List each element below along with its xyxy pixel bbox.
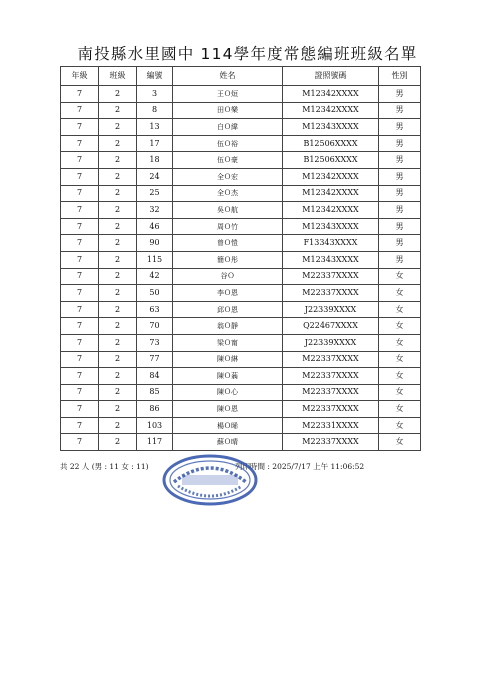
- cell-grade: 7: [61, 152, 99, 169]
- cell-number: 90: [137, 235, 173, 252]
- cell-name: 伍Ｏ裕: [173, 135, 283, 152]
- table-row: [61, 268, 421, 285]
- cell-class: 2: [99, 285, 137, 302]
- cell-number: 50: [137, 285, 173, 302]
- cell-class: 2: [99, 86, 137, 103]
- cell-name: 吳Ｏ航: [173, 202, 283, 219]
- cell-id-number: M12342XXXX: [283, 102, 379, 119]
- cell-class: 2: [99, 102, 137, 119]
- cell-grade: 7: [61, 185, 99, 202]
- table-row: [61, 235, 421, 252]
- header-class: 班級: [99, 67, 137, 86]
- cell-class: 2: [99, 202, 137, 219]
- cell-grade: 7: [61, 434, 99, 451]
- cell-number: 84: [137, 368, 173, 385]
- cell-number: 86: [137, 401, 173, 418]
- cell-grade: 7: [61, 384, 99, 401]
- student-count-summary: 共 22 人 (男 : 11 女 : 11): [60, 462, 149, 471]
- class-roster-table: [60, 66, 421, 451]
- cell-grade: 7: [61, 102, 99, 119]
- document-title: 南投縣水里國中 114學年度常態編班班級名單: [77, 45, 418, 63]
- cell-name: 陳Ｏ心: [173, 384, 283, 401]
- cell-id-number: M12342XXXX: [283, 86, 379, 103]
- cell-gender: 男: [379, 235, 421, 252]
- cell-grade: 7: [61, 119, 99, 136]
- cell-id-number: M22337XXXX: [283, 285, 379, 302]
- cell-id-number: M22331XXXX: [283, 417, 379, 434]
- cell-grade: 7: [61, 351, 99, 368]
- cell-grade: 7: [61, 417, 99, 434]
- cell-id-number: M12342XXXX: [283, 185, 379, 202]
- cell-id-number: M12342XXXX: [283, 168, 379, 185]
- cell-number: 73: [137, 334, 173, 351]
- cell-number: 13: [137, 119, 173, 136]
- cell-number: 115: [137, 251, 173, 268]
- cell-number: 103: [137, 417, 173, 434]
- cell-number: 85: [137, 384, 173, 401]
- cell-gender: 男: [379, 168, 421, 185]
- cell-name: 周Ｏ竹: [173, 218, 283, 235]
- cell-name: 翁Ｏ靜: [173, 318, 283, 335]
- cell-grade: 7: [61, 334, 99, 351]
- cell-id-number: M22337XXXX: [283, 434, 379, 451]
- cell-gender: 女: [379, 368, 421, 385]
- cell-name: 邱Ｏ恩: [173, 301, 283, 318]
- cell-number: 46: [137, 218, 173, 235]
- cell-class: 2: [99, 268, 137, 285]
- cell-name: 全Ｏ杰: [173, 185, 283, 202]
- table-row: [61, 384, 421, 401]
- table-row: [61, 168, 421, 185]
- cell-id-number: M22337XXXX: [283, 268, 379, 285]
- cell-class: 2: [99, 218, 137, 235]
- cell-grade: 7: [61, 218, 99, 235]
- cell-name: 白Ｏ緯: [173, 119, 283, 136]
- cell-number: 24: [137, 168, 173, 185]
- header-number: 編號: [137, 67, 173, 86]
- cell-name: 陳Ｏ蓊: [173, 368, 283, 385]
- cell-number: 70: [137, 318, 173, 335]
- table-header-row: [61, 67, 421, 86]
- table-row: [61, 102, 421, 119]
- cell-id-number: J22339XXXX: [283, 301, 379, 318]
- cell-gender: 男: [379, 102, 421, 119]
- cell-name: 陳Ｏ恩: [173, 401, 283, 418]
- cell-class: 2: [99, 417, 137, 434]
- cell-gender: 女: [379, 401, 421, 418]
- cell-id-number: M12343XXXX: [283, 119, 379, 136]
- table-row: [61, 351, 421, 368]
- cell-number: 18: [137, 152, 173, 169]
- cell-name: 田Ｏ樂: [173, 102, 283, 119]
- table-body: [61, 86, 421, 451]
- cell-gender: 女: [379, 417, 421, 434]
- cell-grade: 7: [61, 285, 99, 302]
- cell-name: 簡Ｏ彤: [173, 251, 283, 268]
- cell-number: 42: [137, 268, 173, 285]
- table-row: [61, 285, 421, 302]
- cell-number: 63: [137, 301, 173, 318]
- cell-number: 25: [137, 185, 173, 202]
- cell-class: 2: [99, 318, 137, 335]
- header-gender: 性別: [379, 67, 421, 86]
- cell-id-number: M12343XXXX: [283, 218, 379, 235]
- cell-gender: 男: [379, 119, 421, 136]
- cell-class: 2: [99, 251, 137, 268]
- cell-number: 17: [137, 135, 173, 152]
- cell-class: 2: [99, 301, 137, 318]
- cell-number: 77: [137, 351, 173, 368]
- cell-grade: 7: [61, 368, 99, 385]
- cell-grade: 7: [61, 86, 99, 103]
- cell-id-number: M22337XXXX: [283, 384, 379, 401]
- cell-gender: 女: [379, 384, 421, 401]
- cell-name: 王Ｏ烜: [173, 86, 283, 103]
- table-row: [61, 368, 421, 385]
- table-row: [61, 152, 421, 169]
- header-name: 姓名: [173, 67, 283, 86]
- cell-gender: 女: [379, 434, 421, 451]
- cell-grade: 7: [61, 318, 99, 335]
- cell-number: 117: [137, 434, 173, 451]
- cell-name: 李Ｏ恩: [173, 285, 283, 302]
- table-row: [61, 417, 421, 434]
- table-row: [61, 401, 421, 418]
- cell-id-number: M22337XXXX: [283, 401, 379, 418]
- cell-gender: 女: [379, 334, 421, 351]
- cell-class: 2: [99, 351, 137, 368]
- cell-id-number: M22337XXXX: [283, 351, 379, 368]
- table-row: [61, 218, 421, 235]
- cell-grade: 7: [61, 401, 99, 418]
- header-id-number: 證照號碼: [283, 67, 379, 86]
- header-grade: 年級: [61, 67, 99, 86]
- cell-grade: 7: [61, 251, 99, 268]
- cell-gender: 女: [379, 301, 421, 318]
- cell-name: 蘇Ｏ晴: [173, 434, 283, 451]
- table-row: [61, 334, 421, 351]
- cell-class: 2: [99, 384, 137, 401]
- table-row: [61, 185, 421, 202]
- cell-id-number: B12506XXXX: [283, 152, 379, 169]
- cell-id-number: M12343XXXX: [283, 251, 379, 268]
- cell-class: 2: [99, 119, 137, 136]
- cell-number: 8: [137, 102, 173, 119]
- print-time: 列印時間 : 2025/7/17 上午 11:06:52: [235, 462, 365, 471]
- cell-class: 2: [99, 434, 137, 451]
- cell-gender: 男: [379, 202, 421, 219]
- cell-id-number: M22337XXXX: [283, 368, 379, 385]
- cell-gender: 女: [379, 351, 421, 368]
- cell-class: 2: [99, 185, 137, 202]
- cell-grade: 7: [61, 202, 99, 219]
- cell-class: 2: [99, 368, 137, 385]
- cell-gender: 女: [379, 285, 421, 302]
- table-row: [61, 434, 421, 451]
- cell-id-number: Q22467XXXX: [283, 318, 379, 335]
- cell-name: 全Ｏ宏: [173, 168, 283, 185]
- cell-class: 2: [99, 401, 137, 418]
- cell-gender: 男: [379, 135, 421, 152]
- cell-class: 2: [99, 168, 137, 185]
- cell-number: 3: [137, 86, 173, 103]
- cell-name: 伍Ｏ豪: [173, 152, 283, 169]
- cell-id-number: J22339XXXX: [283, 334, 379, 351]
- cell-grade: 7: [61, 301, 99, 318]
- cell-gender: 女: [379, 268, 421, 285]
- cell-grade: 7: [61, 235, 99, 252]
- cell-gender: 男: [379, 218, 421, 235]
- cell-id-number: B12506XXXX: [283, 135, 379, 152]
- cell-name: 陳Ｏ綝: [173, 351, 283, 368]
- cell-class: 2: [99, 334, 137, 351]
- cell-name: 谷Ｏ: [173, 268, 283, 285]
- table-row: [61, 135, 421, 152]
- cell-id-number: F13343XXXX: [283, 235, 379, 252]
- table-row: [61, 301, 421, 318]
- table-row: [61, 86, 421, 103]
- table-row: [61, 251, 421, 268]
- cell-gender: 男: [379, 185, 421, 202]
- cell-grade: 7: [61, 268, 99, 285]
- table-row: [61, 119, 421, 136]
- cell-gender: 男: [379, 251, 421, 268]
- cell-name: 曾Ｏ愷: [173, 235, 283, 252]
- cell-gender: 女: [379, 318, 421, 335]
- table-row: [61, 318, 421, 335]
- cell-grade: 7: [61, 168, 99, 185]
- cell-gender: 男: [379, 86, 421, 103]
- cell-gender: 男: [379, 152, 421, 169]
- cell-class: 2: [99, 235, 137, 252]
- cell-grade: 7: [61, 135, 99, 152]
- cell-number: 32: [137, 202, 173, 219]
- school-seal-stamp: [160, 452, 260, 508]
- cell-class: 2: [99, 135, 137, 152]
- cell-id-number: M12342XXXX: [283, 202, 379, 219]
- cell-name: 楊Ｏ晞: [173, 417, 283, 434]
- table-row: [61, 202, 421, 219]
- cell-class: 2: [99, 152, 137, 169]
- cell-name: 梁Ｏ甯: [173, 334, 283, 351]
